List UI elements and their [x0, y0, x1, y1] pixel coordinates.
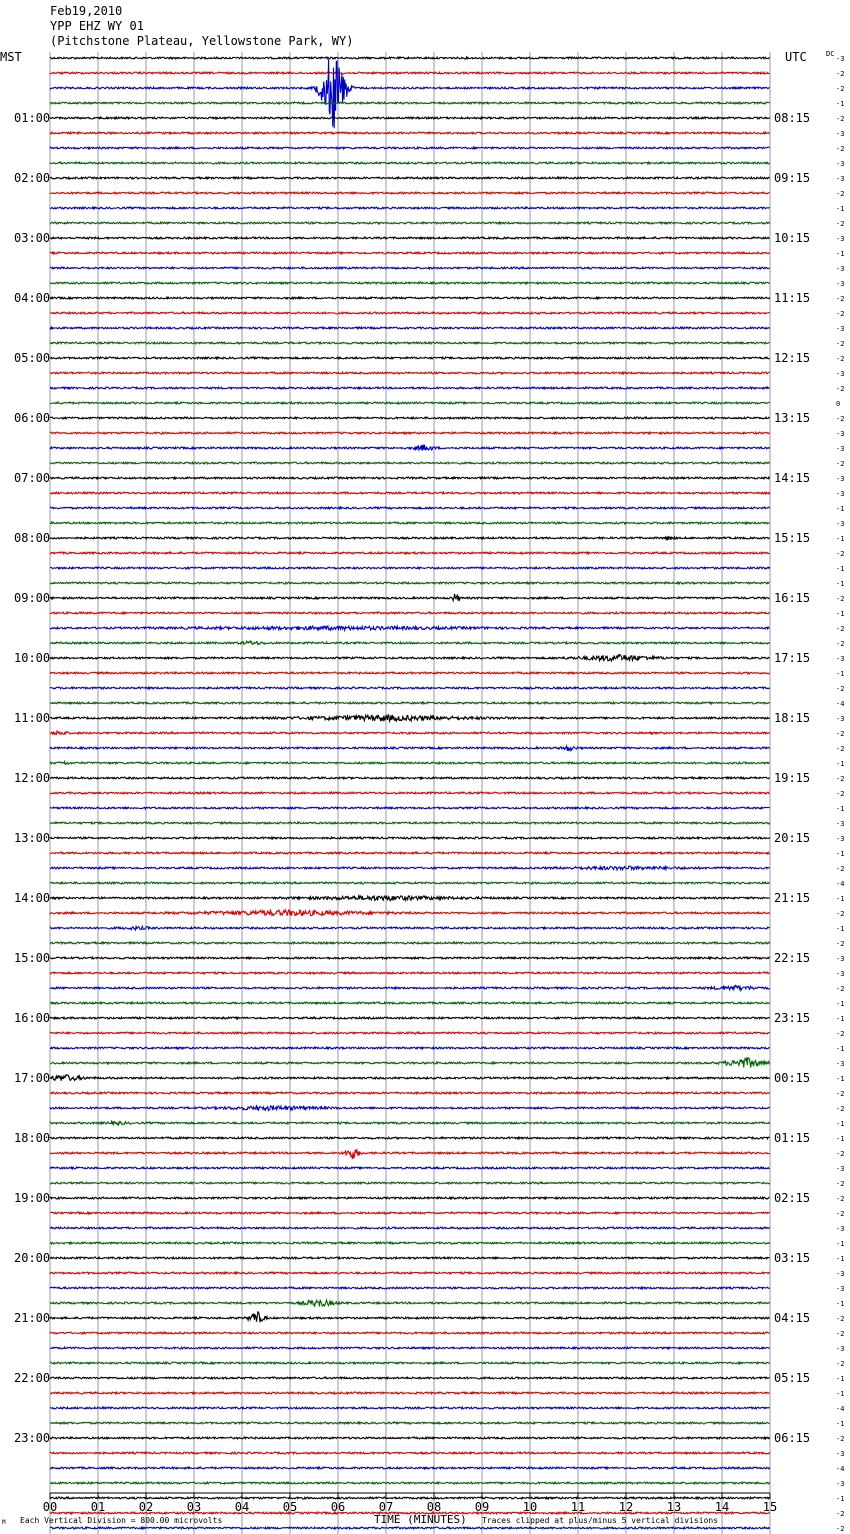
trace-27: [50, 462, 770, 464]
dc-offset-label: -3: [836, 1060, 845, 1068]
hour-label-utc: 05:15: [774, 1371, 811, 1385]
dc-offset-label: -3: [836, 955, 845, 963]
dc-offset-label: -3: [836, 835, 845, 843]
trace-24: [50, 417, 770, 419]
dc-offset-label: -1: [836, 250, 845, 258]
footer-scale-note: Each Vertical Division = 800.00 microvolts: [20, 1516, 223, 1525]
dc-offset-label: -1: [836, 505, 845, 513]
trace-56: [50, 896, 770, 901]
hour-label-utc: 18:15: [774, 711, 811, 725]
header-location: (Pitchstone Plateau, Yellowstone Park, WY): [50, 34, 354, 48]
hour-label-utc: 03:15: [774, 1251, 811, 1265]
hour-label-utc: 11:15: [774, 291, 811, 305]
dc-offset-label: -1: [836, 1075, 845, 1083]
trace-96: [50, 1497, 770, 1499]
dc-offset-label: -1: [836, 610, 845, 618]
trace-4: [50, 117, 770, 119]
trace-62: [50, 985, 770, 990]
trace-25: [50, 432, 770, 434]
hour-label-mst: 09:00: [14, 591, 51, 605]
hour-label-utc: 09:15: [774, 171, 811, 185]
x-tick-label: 00: [42, 1500, 58, 1514]
trace-82: [50, 1287, 770, 1289]
hour-label-mst: 03:00: [14, 231, 51, 245]
trace-5: [50, 132, 770, 134]
dc-offset-label: -2: [836, 85, 845, 93]
dc-offset-label: -3: [836, 475, 845, 483]
dc-offset-label: -2: [836, 775, 845, 783]
hour-label-mst: 06:00: [14, 411, 51, 425]
left-timezone-label: MST: [0, 50, 22, 64]
hour-label-mst: 02:00: [14, 171, 51, 185]
trace-6: [50, 147, 770, 149]
trace-29: [50, 492, 770, 494]
trace-8: [50, 177, 770, 179]
hour-label-mst: 11:00: [14, 711, 51, 725]
trace-94: [50, 1467, 770, 1469]
dc-offset-label: -2: [836, 1330, 845, 1338]
dc-offset-label: -1: [836, 1135, 845, 1143]
dc-offset-label: -1: [836, 760, 845, 768]
trace-77: [50, 1212, 770, 1214]
dc-offset-label: -1: [836, 1015, 845, 1023]
dc-offset-labels: [836, 55, 844, 1534]
trace-53: [50, 852, 770, 854]
trace-9: [50, 192, 770, 194]
dc-offset-label: -3: [836, 370, 845, 378]
dc-offset-label: -1: [836, 1390, 845, 1398]
hour-label-mst: 12:00: [14, 771, 51, 785]
footer-clip-note: Traces clipped at plus/minus 5 vertical divisions: [482, 1516, 719, 1525]
trace-89: [50, 1392, 770, 1394]
dc-offset-label: -3: [836, 265, 845, 273]
trace-80: [50, 1257, 770, 1259]
trace-18: [50, 327, 770, 329]
x-tick-label: 01: [90, 1500, 106, 1514]
dc-offset-label: -2: [836, 640, 845, 648]
hour-label-utc: 10:15: [774, 231, 811, 245]
dc-offset-label: -2: [836, 145, 845, 153]
dc-offset-label: -2: [836, 115, 845, 123]
x-tick-label: 14: [714, 1500, 730, 1514]
trace-39: [50, 641, 770, 645]
trace-16: [50, 297, 770, 299]
dc-offset-label: -4: [836, 1465, 845, 1473]
dc-offset-label: -3: [836, 445, 845, 453]
hour-label-utc: 23:15: [774, 1011, 811, 1025]
trace-98: [50, 1527, 770, 1529]
trace-28: [50, 477, 770, 479]
hour-label-mst: 18:00: [14, 1131, 51, 1145]
trace-21: [50, 372, 770, 374]
trace-95: [50, 1482, 770, 1484]
dc-offset-label: -1: [836, 895, 845, 903]
trace-59: [50, 942, 770, 944]
dc-offset-label: -2: [836, 745, 845, 753]
trace-58: [50, 926, 770, 930]
hour-label-utc: 00:15: [774, 1071, 811, 1085]
dc-offset-label: -2: [836, 1360, 845, 1368]
trace-79: [50, 1242, 770, 1244]
dc-offset-label: -2: [836, 1510, 845, 1518]
trace-37: [50, 612, 770, 614]
hour-label-utc: 13:15: [774, 411, 811, 425]
x-tick-label: 11: [570, 1500, 586, 1514]
dc-offset-label: -2: [836, 1180, 845, 1188]
trace-78: [50, 1227, 770, 1229]
trace-22: [50, 387, 770, 389]
dc-offset-label: -3: [836, 1285, 845, 1293]
trace-11: [50, 222, 770, 224]
dc-offset-label: -1: [836, 1120, 845, 1128]
hour-label-utc: 12:15: [774, 351, 811, 365]
dc-offset-label: 0: [836, 400, 841, 408]
dc-offset-label: -3: [836, 1225, 845, 1233]
hour-label-mst: 16:00: [14, 1011, 51, 1025]
trace-51: [50, 822, 770, 824]
trace-74: [50, 1167, 770, 1169]
hour-label-mst: 22:00: [14, 1371, 51, 1385]
dc-offset-label: -1: [836, 1300, 845, 1308]
hour-label-mst: 21:00: [14, 1311, 51, 1325]
hour-label-utc: 17:15: [774, 651, 811, 665]
trace-38: [50, 626, 770, 630]
x-tick-label: 07: [378, 1500, 394, 1514]
trace-36: [50, 594, 770, 601]
hour-label-utc: 16:15: [774, 591, 811, 605]
dc-offset-label: -2: [836, 1210, 845, 1218]
dc-offset-label: -1: [836, 805, 845, 813]
dc-offset-label: -2: [836, 550, 845, 558]
trace-26: [50, 445, 770, 451]
trace-17: [50, 312, 770, 314]
trace-72: [50, 1137, 770, 1139]
hour-label-mst: 05:00: [14, 351, 51, 365]
dc-offset-label: -2: [836, 415, 845, 423]
trace-43: [50, 702, 770, 704]
trace-93: [50, 1452, 770, 1454]
x-axis-ticks: [43, 1493, 777, 1514]
hour-label-utc: 22:15: [774, 951, 811, 965]
dc-offset-label: -3: [836, 715, 845, 723]
right-timezone-label: UTC: [785, 50, 807, 64]
hour-label-mst: 19:00: [14, 1191, 51, 1205]
hour-label-mst: 08:00: [14, 531, 51, 545]
trace-85: [50, 1332, 770, 1334]
dc-offset-label: -1: [836, 100, 845, 108]
trace-76: [50, 1197, 770, 1199]
trace-10: [50, 207, 770, 209]
dc-offset-label: -1: [836, 535, 845, 543]
trace-73: [50, 1149, 770, 1159]
dc-offset-label: -2: [836, 385, 845, 393]
trace-61: [50, 972, 770, 974]
trace-50: [50, 807, 770, 809]
hour-label-mst: 20:00: [14, 1251, 51, 1265]
dc-offset-label: -3: [836, 130, 845, 138]
dc-offset-label: -2: [836, 295, 845, 303]
trace-92: [50, 1437, 770, 1439]
x-tick-label: 10: [522, 1500, 538, 1514]
dc-offset-label: -2: [836, 595, 845, 603]
trace-54: [50, 866, 770, 870]
dc-offset-label: -2: [836, 730, 845, 738]
hour-label-mst: 13:00: [14, 831, 51, 845]
trace-20: [50, 357, 770, 359]
dc-offset-label: -1: [836, 670, 845, 678]
trace-67: [50, 1058, 770, 1068]
hour-label-mst: 17:00: [14, 1071, 51, 1085]
dc-offset-label: -1: [836, 1420, 845, 1428]
hour-label-utc: 19:15: [774, 771, 811, 785]
trace-0: [50, 57, 770, 59]
dc-offset-label: -2: [836, 1150, 845, 1158]
trace-75: [50, 1182, 770, 1184]
dc-offset-label: -1: [836, 1240, 845, 1248]
hour-label-utc: 08:15: [774, 111, 811, 125]
dc-offset-label: -2: [836, 340, 845, 348]
hour-label-mst: 10:00: [14, 651, 51, 665]
hour-label-mst: 23:00: [14, 1431, 51, 1445]
trace-15: [50, 282, 770, 284]
trace-86: [50, 1347, 770, 1349]
x-tick-label: 09: [474, 1500, 490, 1514]
dc-offset-label: -2: [836, 220, 845, 228]
x-tick-label: 02: [138, 1500, 154, 1514]
dc-offset-label: -4: [836, 1405, 845, 1413]
dc-offset-label: -1: [836, 925, 845, 933]
dc-offset-label: -2: [836, 790, 845, 798]
dc-offset-label: -1: [836, 205, 845, 213]
dc-offset-label: -1: [836, 1000, 845, 1008]
trace-23: [50, 402, 770, 404]
trace-65: [50, 1032, 770, 1034]
hour-label-utc: 04:15: [774, 1311, 811, 1325]
hour-label-utc: 21:15: [774, 891, 811, 905]
dc-offset-label: -1: [836, 1495, 845, 1503]
trace-47: [50, 762, 770, 765]
dc-offset-label: -3: [836, 490, 845, 498]
dc-offset-label: -1: [836, 565, 845, 573]
trace-69: [50, 1092, 770, 1094]
x-tick-label: 12: [618, 1500, 634, 1514]
dc-offset-label: -1: [836, 1045, 845, 1053]
trace-32: [50, 536, 770, 540]
trace-44: [50, 715, 770, 721]
trace-45: [50, 731, 770, 734]
header-station: YPP EHZ WY 01: [50, 19, 144, 33]
hour-label-mst: 14:00: [14, 891, 51, 905]
dc-offset-label: -3: [836, 325, 845, 333]
trace-30: [50, 507, 770, 509]
trace-7: [50, 162, 770, 164]
dc-offset-label: -2: [836, 355, 845, 363]
trace-12: [50, 237, 770, 239]
dc-offset-label: -2: [836, 1435, 845, 1443]
hour-label-utc: 15:15: [774, 531, 811, 545]
hour-label-mst: 15:00: [14, 951, 51, 965]
trace-48: [50, 777, 770, 779]
trace-68: [50, 1075, 770, 1081]
dc-offset-label: -2: [836, 190, 845, 198]
trace-1: [50, 72, 770, 74]
trace-83: [50, 1300, 770, 1307]
trace-60: [50, 957, 770, 959]
trace-70: [50, 1106, 770, 1111]
trace-46: [50, 746, 770, 751]
dc-offset-label: -3: [836, 175, 845, 183]
dc-offset-label: -3: [836, 1480, 845, 1488]
trace-57: [50, 910, 770, 916]
dc-offset-label: -3: [836, 520, 845, 528]
x-tick-label: 13: [666, 1500, 682, 1514]
dc-offset-label: -3: [836, 1450, 845, 1458]
trace-66: [50, 1047, 770, 1049]
dc-offset-label: -3: [836, 1165, 845, 1173]
dc-offset-label: -3: [836, 55, 845, 63]
trace-63: [50, 1002, 770, 1004]
dc-offset-label: -2: [836, 985, 845, 993]
trace-42: [50, 687, 770, 689]
trace-41: [50, 672, 770, 674]
trace-14: [50, 267, 770, 269]
corner-mark: M: [2, 1519, 6, 1526]
trace-84: [50, 1312, 770, 1322]
trace-31: [50, 522, 770, 524]
dc-offset-label: -3: [836, 160, 845, 168]
dc-offset-label: -1: [836, 1375, 845, 1383]
hour-label-utc: 06:15: [774, 1431, 811, 1445]
hour-label-utc: 01:15: [774, 1131, 811, 1145]
x-tick-label: 03: [186, 1500, 202, 1514]
dc-offset-label: -2: [836, 865, 845, 873]
dc-offset-label: -3: [836, 1270, 845, 1278]
dc-offset-label: -2: [836, 625, 845, 633]
dc-offset-label: -3: [836, 820, 845, 828]
x-tick-label: 08: [426, 1500, 442, 1514]
dc-offset-label: -3: [836, 235, 845, 243]
dc-offset-label: -2: [836, 460, 845, 468]
dc-offset-label: -1: [836, 580, 845, 588]
trace-64: [50, 1017, 770, 1019]
dc-offset-label: -2: [836, 70, 845, 78]
dc-offset-label: -4: [836, 700, 845, 708]
dc-offset-label: -2: [836, 910, 845, 918]
dc-offset-label: -2: [836, 1525, 845, 1533]
trace-19: [50, 342, 770, 344]
dc-offset-label: -3: [836, 280, 845, 288]
dc-offset-label: -3: [836, 970, 845, 978]
trace-group: [50, 57, 770, 1534]
dc-offset-label: -2: [836, 1195, 845, 1203]
trace-34: [50, 567, 770, 569]
trace-81: [50, 1272, 770, 1274]
x-axis-label: TIME (MINUTES): [374, 1513, 467, 1526]
trace-33: [50, 552, 770, 554]
dc-offset-label: -2: [836, 310, 845, 318]
x-tick-label: 15: [762, 1500, 778, 1514]
hour-label-utc: 14:15: [774, 471, 811, 485]
trace-90: [50, 1407, 770, 1409]
x-tick-label: 05: [282, 1500, 298, 1514]
trace-49: [50, 792, 770, 794]
dc-offset-label: -3: [836, 655, 845, 663]
trace-13: [50, 252, 770, 254]
trace-52: [50, 837, 770, 839]
dc-offset-label: -2: [836, 1105, 845, 1113]
trace-55: [50, 882, 770, 884]
hour-label-utc: 02:15: [774, 1191, 811, 1205]
dc-offset-label: -2: [836, 940, 845, 948]
dc-offset-label: -2: [836, 685, 845, 693]
x-tick-label: 04: [234, 1500, 250, 1514]
hour-label-utc: 20:15: [774, 831, 811, 845]
hour-label-mst: 04:00: [14, 291, 51, 305]
dc-offset-label: -3: [836, 430, 845, 438]
x-tick-label: 06: [330, 1500, 346, 1514]
trace-40: [50, 655, 770, 661]
dc-offset-label: -1: [836, 1255, 845, 1263]
dc-offset-label: -1: [836, 850, 845, 858]
trace-35: [50, 582, 770, 584]
header-date: Feb19,2010: [50, 4, 123, 18]
dc-offset-label: -2: [836, 1315, 845, 1323]
trace-3: [50, 102, 770, 104]
dc-offset-label: -3: [836, 1345, 845, 1353]
dc-label: DC: [826, 50, 835, 58]
trace-91: [50, 1422, 770, 1424]
trace-88: [50, 1377, 770, 1379]
trace-71: [50, 1121, 770, 1125]
dc-offset-label: -2: [836, 1030, 845, 1038]
hour-label-mst: 07:00: [14, 471, 51, 485]
trace-87: [50, 1362, 770, 1364]
dc-offset-label: -4: [836, 880, 845, 888]
hour-label-mst: 01:00: [14, 111, 51, 125]
dc-offset-label: -2: [836, 1090, 845, 1098]
